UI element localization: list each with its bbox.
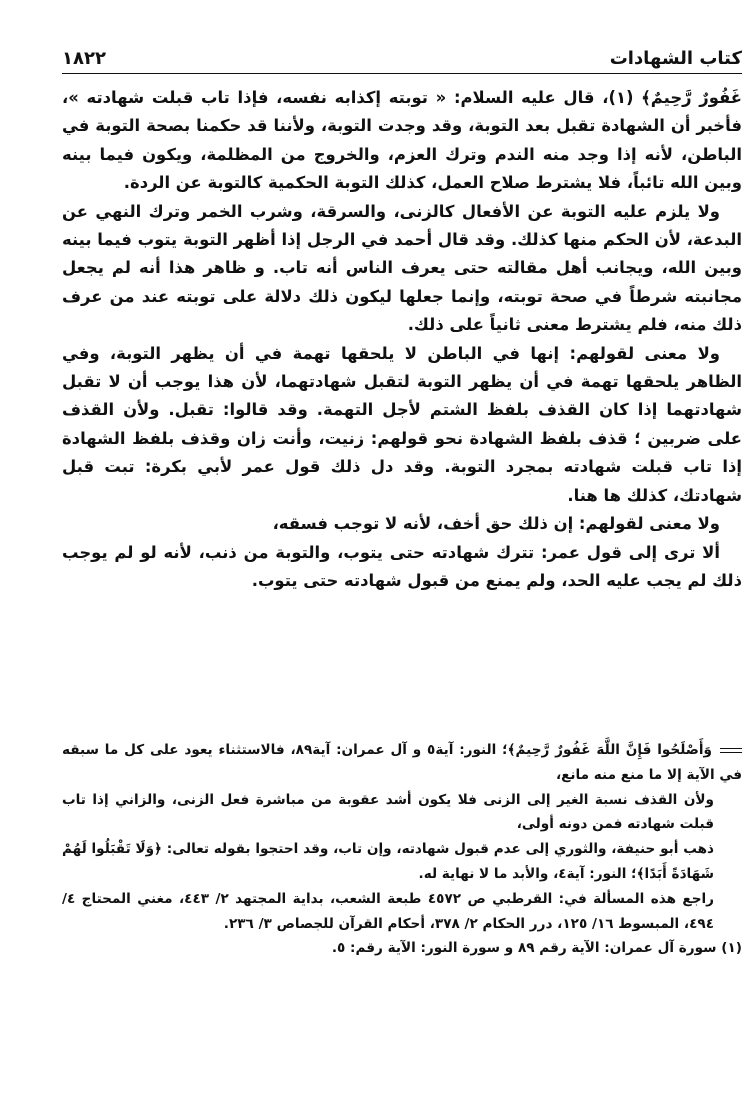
paragraph: غَفُورٌ رَّحِيمٌ﴾ (١)، قال عليه السلام: « توبته إكذابه نفسه، فإذا تاب قبلت شهادته »، فأخبر أن الشهادة تقبل بعد التوبة، وقد وجدت التوبة، ولأننا قد حكمنا بصحة التوبة في الباطن، لأنه إذا وجد منه الندم وترك العزم، والخروج من المظلمة، ويكون فيما بينه وبين الله تائباً، فلا يشترط صلاح العمل، كذلك التوبة الحكمية كالتوبة عن الردة. (62, 88, 742, 193)
footnotes (62, 738, 742, 961)
paragraph: ألا ترى إلى قول عمر: تترك شهادته حتى يتوب، والتوبة من ذنب، لأنه لو لم يوجب ذلك لم يجب عليه الحد، ولم يمنع من قبول شهادته حتى يتوب. (62, 542, 742, 590)
paragraph: ولا معنى لقولهم: إن ذلك حق أخف، لأنه لا توجب فسقه، (272, 514, 720, 534)
book-title: كتاب الشهادات (609, 48, 742, 69)
footnote-references: راجع هذه المسألة في: القرطبي ص ٤٥٧٢ طبعة الشعب، بداية المجتهد ٢/ ٤٤٣، مغني المحتاج ٤/ ٤٩٤، المبسوط ١٦/ ١٢٥، درر الحكام ٢/ ٣٧٨، أحكام القرآن للجصاص ٣/ ٢٣٦. (62, 890, 714, 932)
header-divider (62, 73, 742, 74)
paragraph: ولا معنى لقولهم: إنها في الباطن لا يلحقها تهمة في أن يظهر التوبة، وفي الظاهر يلحقها تهمة في أن يظهر التوبة لتقبل شهادتهما، لأن هذا يوجب أن لا تقبل شهادتهما إذا كان القذف بلفظ الشتم لأجل التهمة. وقد قالوا: تقبل. ولأن القذف على ضربين ؛ قذف بلفظ الشهادة نحو قولهم: زنيت، وأنت زان وقذف بلفظ الشهادة إذا تاب قبلت شهادته بمجرد التوبة. وقد دل ذلك قول عمر لأبي بكرة: تبت قبل شهادتك، كذلك ها هنا. (62, 343, 742, 505)
footnote-text: وَأَصْلَحُوا فَإِنَّ اللَّهَ غَفُورٌ رَّحِيمٌ﴾؛ النور: آية٥ و آل عمران: آية٨٩، فالاستثناء يعود على كل ما سبقه في الآية إلا ما منع منه مانع، (62, 742, 742, 783)
footnote-text: سورة آل عمران: الآية رقم ٨٩ و سورة النور: الآية رقم: ٥. (331, 940, 717, 957)
continuation-mark (720, 748, 742, 753)
page-number: ١٨٢٢ (62, 48, 106, 69)
book-page (62, 46, 742, 1066)
footnote-marker: (١) (721, 940, 742, 957)
footnote-paragraph: ذهب أبو حنيفة، والثوري إلى عدم قبول شهادته، وإن تاب، وقد احتجوا بقوله تعالى: ﴿وَلَا تَقْبَلُوا لَهُمْ شَهَادَةً أَبَدًا﴾؛ النور: آية٤، والأبد ما لا نهاية له. (62, 841, 714, 882)
running-header (62, 46, 742, 72)
footnote-continuation (62, 738, 742, 788)
footnote-1 (62, 936, 742, 961)
paragraph: ولا يلزم عليه التوبة عن الأفعال كالزنى، والسرقة، وشرب الخمر وترك النهي عن البدعة، لأن الحكم منها كذلك. وقد قال أحمد في الرجل إذا أظهر التوبة يتوب فيما بينه وبين الله، ويجانب أهل مقالته حتى يعرف الناس أنه تاب. و ظاهر هذا أنه لم يجعل مجانبته شرطاً في صحة توبته، وإنما جعلها ليكون ذلك دلالة على توبته عند من عرف ذلك منه، فلم يشترط معنى ثانياً على ذلك. (62, 201, 742, 335)
main-text (62, 84, 742, 595)
footnote-paragraph: ولأن القذف نسبة الغير إلى الزنى فلا يكون أشد عقوبة من مباشرة فعل الزنى، والزاني إذا تاب قبلت شهادته فمن دونه أولى، (62, 791, 714, 833)
